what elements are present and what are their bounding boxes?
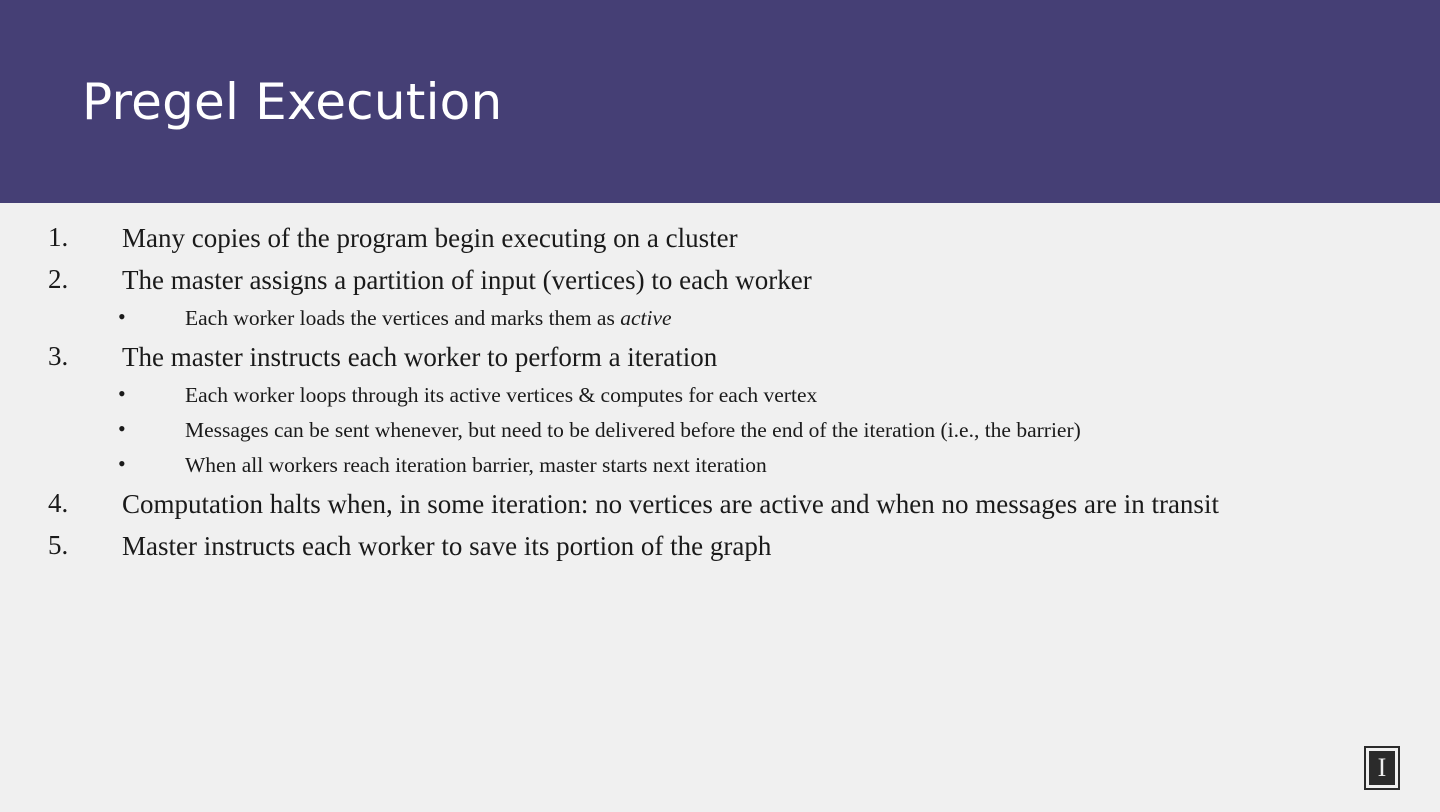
numbered-list (0, 220, 1440, 566)
sub-list-item (118, 415, 1440, 445)
list-item-label: The master assigns a partition of input (vertices) to each worker (122, 264, 812, 295)
list-item-label: Master instructs each worker to save its portion of the graph (122, 530, 772, 561)
sub-list-item (118, 303, 1440, 333)
sub-list-item-label: Each worker loops through its active vertices & computes for each vertex (185, 382, 818, 407)
sub-list-item (118, 380, 1440, 410)
list-item-label: Computation halts when, in some iteration: no vertices are active and when no messages are in transit (122, 488, 1219, 519)
list-item-number: 3. (48, 340, 69, 371)
sub-list-item-label (185, 304, 1295, 333)
sub-list (118, 380, 1440, 480)
list-item (0, 262, 1440, 333)
sub-list-item-label: Messages can be sent whenever, but need to be delivered before the end of the iteration (i.e., the barrier) (185, 417, 1081, 442)
sub-list-item-label: When all workers reach iteration barrier, master starts next iteration (185, 452, 767, 477)
list-item (0, 220, 1440, 258)
list-item-number: 1. (48, 222, 69, 252)
sub-list-item (118, 450, 1440, 480)
list-item-number: 4. (48, 487, 69, 518)
list-item (0, 486, 1440, 524)
bullet-icon: • (118, 380, 126, 406)
bullet-icon: • (118, 450, 126, 476)
bullet-icon: • (118, 303, 126, 329)
list-item (0, 528, 1440, 566)
sub-list-item-text: Each worker loads the vertices and marks them as (185, 305, 621, 330)
list-item (0, 339, 1440, 480)
bullet-icon: • (118, 415, 126, 441)
sub-list (118, 303, 1440, 333)
institution-logo (1364, 746, 1400, 790)
logo-glyph: I (1377, 753, 1387, 782)
list-item-number: 5. (48, 529, 69, 560)
list-item-number: 2. (48, 263, 69, 294)
list-item-label: The master instructs each worker to perform a iteration (122, 341, 718, 372)
sub-list-item-emphasis: active (620, 305, 672, 330)
page-title: Pregel Execution (82, 73, 503, 131)
list-item-label: Many copies of the program begin executing on a cluster (122, 223, 738, 253)
slide-body (0, 220, 1440, 570)
